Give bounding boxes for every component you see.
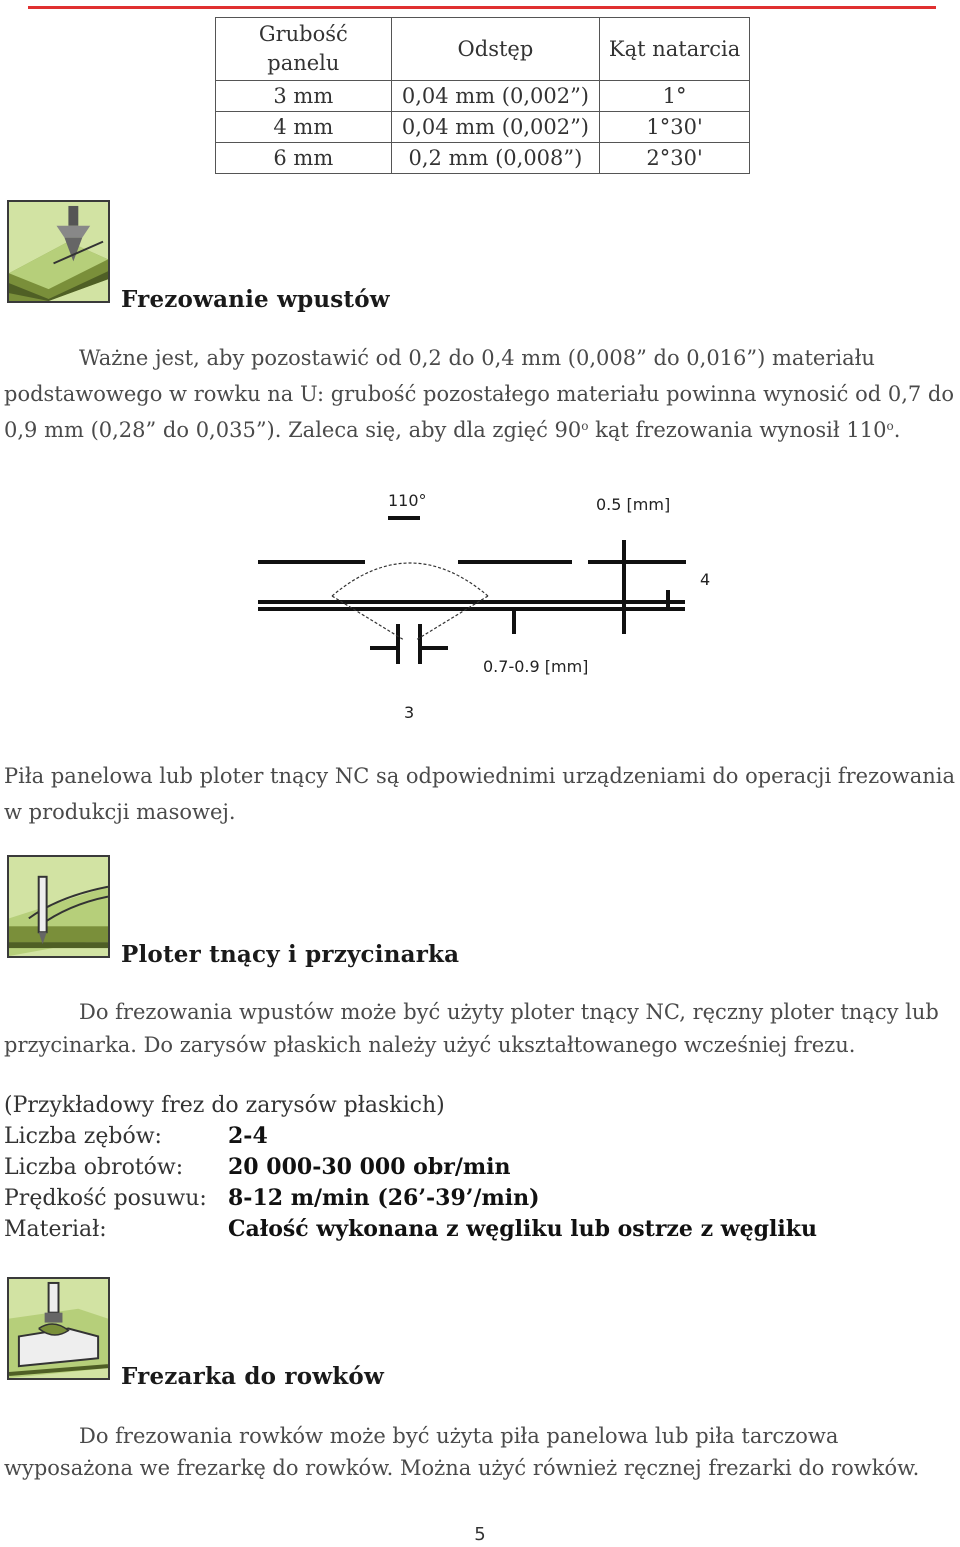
- spec-value: 20 000-30 000 obr/min: [228, 1154, 511, 1180]
- table-cell: 0,2 mm (0,008”): [391, 143, 600, 174]
- paragraph-text: .: [893, 418, 901, 442]
- table-header-row: [216, 18, 750, 81]
- spec-value: 8-12 m/min (26’-39’/min): [228, 1185, 540, 1211]
- groove-milling-icon: [7, 200, 110, 303]
- table-cell: 0,04 mm (0,002”): [391, 112, 600, 143]
- table-row: [216, 143, 750, 174]
- paragraph-text: Ważne jest, aby pozostawić od 0,2 do 0,4 mm (0,008” do 0,016”) materiału podstawowego w rowku na U: grubość pozostałego materiału powinna wynosić od 0,7 do 0,9 mm (0,28” do 0,035”). Zaleca się, aby dla zgięć 90: [4, 346, 954, 442]
- superscript: o: [886, 419, 894, 433]
- groove-cutter-paragraph: [4, 1420, 960, 1484]
- specs-intro: (Przykładowy frez do zarysów płaskich): [4, 1093, 445, 1118]
- spec-row: [4, 1214, 817, 1245]
- table-row: [216, 112, 750, 143]
- table-cell: 1°30': [600, 112, 750, 143]
- cutting-plotter-icon: [7, 855, 110, 958]
- paragraph-text: Do frezowania wpustów może być użyty ploter tnący NC, ręczny ploter tnący lub przycinarka. Do zarysów płaskich należy użyć ukształtowanego wcześniej frezu.: [4, 1000, 939, 1057]
- paragraph-text: kąt frezowania wynosił 110: [588, 418, 887, 442]
- dimension-number-3: 3: [404, 703, 415, 722]
- table-cell: 1°: [600, 81, 750, 112]
- page-number: 5: [474, 1524, 486, 1545]
- table-header-cell: Kąt natarcia: [600, 18, 750, 81]
- angle-label: 110°: [388, 491, 427, 510]
- groove-milling-paragraph: [4, 340, 960, 448]
- spec-label: Liczba obrotów:: [4, 1155, 184, 1180]
- spec-value: 2-4: [228, 1123, 268, 1149]
- spec-label: Liczba zębów:: [4, 1124, 162, 1149]
- table-cell: 0,04 mm (0,002”): [391, 81, 600, 112]
- panel-saw-paragraph: Piła panelowa lub ploter tnący NC są odpowiednimi urządzeniami do operacji frezowania w produkcji masowej.: [4, 764, 956, 824]
- table-cell: 2°30': [600, 143, 750, 174]
- gap-label: 0.5 [mm]: [596, 495, 671, 514]
- superscript: o: [581, 419, 589, 433]
- paragraph-text: Do frezowania rowków może być użyta piła panelowa lub piła tarczowa wyposażona we frezarkę do rowków. Można użyć również ręcznej frezarki do rowków.: [4, 1424, 920, 1480]
- section-heading-cutting-plotter: Ploter tnący i przycinarka: [121, 941, 460, 968]
- spec-label: Prędkość posuwu:: [4, 1186, 207, 1211]
- spec-row: [4, 1121, 817, 1152]
- table-cell: 3 mm: [216, 81, 392, 112]
- header-rule: [28, 6, 936, 9]
- dimension-number-4: 4: [700, 570, 711, 589]
- cutter-specs: [4, 1090, 817, 1245]
- table-header-cell: Odstęp: [391, 18, 600, 81]
- table-cell: 6 mm: [216, 143, 392, 174]
- spec-row: [4, 1152, 817, 1183]
- table-row: [216, 81, 750, 112]
- cutting-plotter-paragraph: [4, 996, 960, 1062]
- groove-profile-diagram: [250, 482, 720, 732]
- table-cell: 4 mm: [216, 112, 392, 143]
- spec-row: [4, 1183, 817, 1214]
- remaining-thickness-label: 0.7-0.9 [mm]: [483, 657, 589, 676]
- spacing-table: [215, 17, 750, 174]
- section-heading-groove-cutter: Frezarka do rowków: [121, 1363, 384, 1390]
- spec-label: Materiał:: [4, 1217, 107, 1242]
- table-header-cell: Grubość panelu: [216, 18, 392, 81]
- section-heading-groove-milling: Frezowanie wpustów: [121, 286, 390, 313]
- groove-cutter-icon: [7, 1277, 110, 1380]
- spec-value: Całość wykonana z węgliku lub ostrze z węgliku: [228, 1216, 818, 1242]
